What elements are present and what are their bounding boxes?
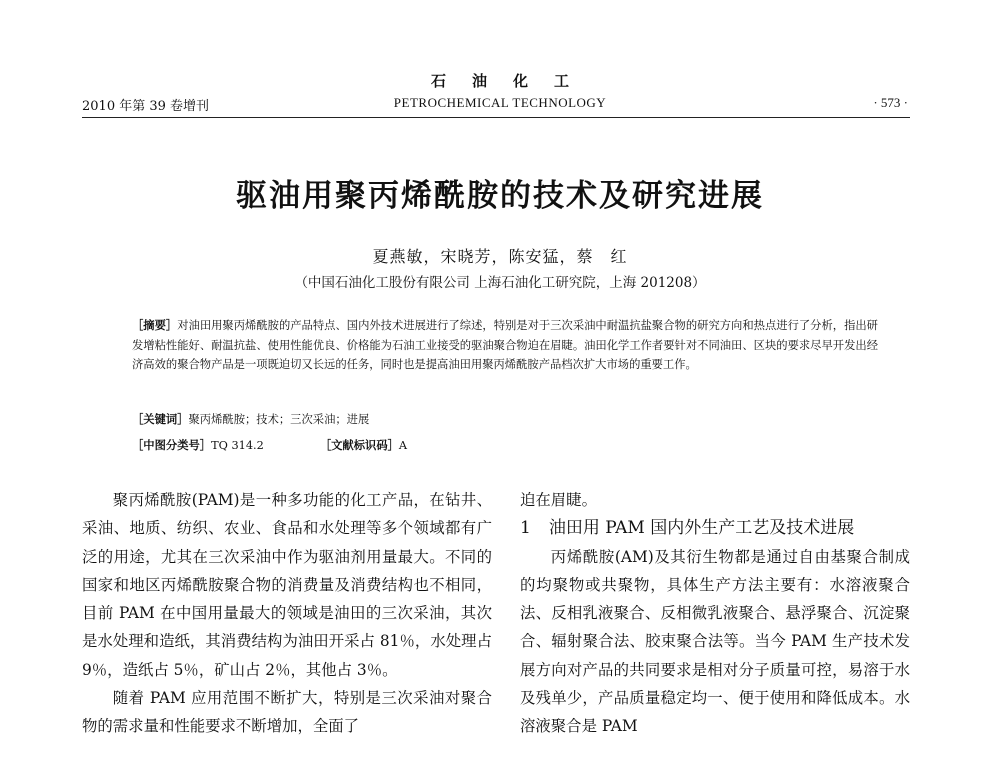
article-title: 驱油用聚丙烯酰胺的技术及研究进展 bbox=[236, 178, 764, 214]
section-number: 1 bbox=[520, 518, 531, 539]
header-divider bbox=[82, 117, 910, 118]
body-left-column bbox=[82, 486, 492, 741]
section-title: 油田用 PAM 国内外生产工艺及技术进展 bbox=[548, 518, 855, 539]
issue-info: 2010 年第 39 卷增刊 bbox=[82, 99, 210, 114]
author-list: 夏燕敏，宋晓芳，陈安猛，蔡 红 bbox=[372, 247, 628, 266]
document-code-value: A bbox=[398, 439, 408, 452]
abstract-label: ［摘要］ bbox=[132, 318, 178, 332]
body-paragraph: 随着 PAM 应用范围不断扩大，特别是三次采油对聚合物的需求量和性能要求不断增加，全面了 bbox=[82, 689, 492, 736]
author-affiliation: （中国石油化工股份有限公司 上海石油化工研究院，上海 201208） bbox=[294, 275, 706, 291]
abstract-text: 对油田用聚丙烯酰胺的产品特点、国内外技术进展进行了综述，特别是对于三次采油中耐温抗盐聚合物的研究方向和热点进行了分析，指出研发增粘性能好、耐温抗盐、使用性能优良、价格能为石油工业接受的驱油聚合物迫在眉睫。油田化学工作者要针对不同油田、区块的要求尽早开发出经济高效的聚合物产品是一项既迫切又长远的任务，同时也是提高油田用聚丙烯酰胺产品档次扩大市场的重要工作。 bbox=[132, 319, 878, 371]
body-paragraph: 聚丙烯酰胺(PAM)是一种多功能的化工产品，在钻井、采油、地质、纺织、农业、食品和水处理等多个领域都有广泛的用途，尤其在三次采油中作为驱油剂用量最大。不同的国家和地区丙烯酰胺聚合物的消费量及消费结构也不相同，目前 PAM 在中国用量最大的领域是油田的三次采油，其次是水处理和造纸，其消费结构为油田开采占 81％，水处理占 9％，造纸占 5％，矿山占 2％，其他占 3％。 bbox=[82, 491, 492, 679]
body-paragraph: 丙烯酰胺(AM)及其衍生物都是通过自由基聚合制成的均聚物或共聚物，具体生产方法主要有：水溶液聚合法、反相乳液聚合、反相微乳液聚合、悬浮聚合、沉淀聚合、辐射聚合法、胶束聚合法等。当今 PAM 生产技术发展方向对产品的共同要求是相对分子质量可控，易溶于水及残单少，产品质量稳定均一、便于使用和降低成本。水溶液聚合是 PAM bbox=[520, 547, 910, 736]
classification-label: ［中图分类号］ bbox=[132, 438, 212, 452]
classification-line bbox=[132, 436, 878, 456]
section-heading bbox=[520, 514, 910, 542]
page-number: · 573 · bbox=[873, 95, 908, 110]
keywords bbox=[132, 410, 878, 430]
body-paragraph-continuation: 迫在眉睫。 bbox=[520, 491, 597, 509]
body-right-column bbox=[520, 486, 910, 741]
journal-name-chinese: 石油化工 bbox=[430, 72, 595, 90]
keywords-label: ［关键词］ bbox=[132, 412, 189, 426]
abstract bbox=[132, 316, 878, 375]
keywords-text: 聚丙烯酰胺；技术；三次采油；进展 bbox=[188, 413, 370, 426]
classification-value: TQ 314.2 bbox=[211, 439, 264, 452]
document-code-label: ［文献标识码］ bbox=[319, 438, 399, 452]
journal-name-english: PETROCHEMICAL TECHNOLOGY bbox=[393, 95, 607, 110]
